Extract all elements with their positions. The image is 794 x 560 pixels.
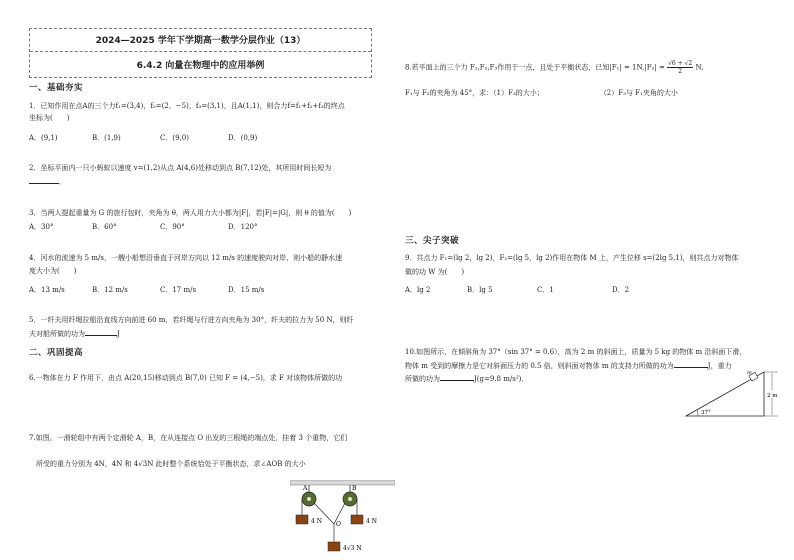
- label-b: B: [352, 485, 357, 492]
- q1-text-line2: 坐标为( ): [29, 114, 70, 122]
- worksheet-title: 2024—2025 学年下学期高一数学分层作业（13）: [95, 36, 306, 46]
- q5-text-line1: 5．一纤夫用纤绳拉船沿直线方向前进 60 m，若纤绳与行进方向夹角为 30°，纤夫的拉力为 50 N，则纤: [29, 316, 354, 324]
- q4-option-c: C．17 m/s: [160, 286, 197, 294]
- q7-text-line1: 7.如图，一滑轮组中有两个定滑轮 A，B，在从连接点 O 出发的三根绳的端点处，挂着 3 个重物，它们: [29, 434, 348, 442]
- q9-option-c: C．1: [537, 286, 554, 294]
- pulley-figure: [290, 480, 395, 552]
- worksheet-header: [29, 28, 372, 78]
- q3-text-line1: 3．当两人提起重量为 G 的旅行包时，夹角为 θ，两人用力大小都为|F|，若|F|=|G|，则 θ 的值为( ): [29, 209, 352, 217]
- q9-option-d: D．2: [612, 286, 630, 294]
- q4-text-line1: 4．河水的流速为 5 m/s，一艘小船想沿垂直于河岸方向以 12 m/s 的速度驶向对岸，则小船的静水速: [29, 254, 343, 262]
- q8-text-line1: 8.若平面上的三个力 F₁,F₂,F₃作用于一点，且处于平衡状态，已知|F₁| = 1N,|F₂| = $\frac{√6 + √2}{2}$ N,: [405, 60, 704, 75]
- q6-text-line1: 6.一物体在力 F 作用下，由点 A(20,15)移动到点 B(7,0) 已知 F = (4,−5)，求 F 对该物体所做的功: [29, 374, 343, 382]
- weight-left-label: 4 N: [311, 518, 322, 525]
- q10-text-line3: 所做的功为 J(g=9.8 m/s²)．: [405, 375, 529, 383]
- height-label: 2 m: [767, 393, 778, 399]
- weight-right: [351, 515, 363, 524]
- section-basic: 一、基础夯实: [29, 83, 84, 93]
- section-advanced: 三、尖子突破: [405, 236, 460, 246]
- q9-option-a: A．lg 2: [405, 286, 431, 294]
- q5-answer-blank[interactable]: [85, 335, 117, 336]
- q9-text-line1: 9．共点力 F₁=(lg 2，lg 2)，F₂=(lg 5，lg 2)作用在物体 M 上，产生位移 s=(2lg 5,1)，则共点力对物体: [405, 254, 739, 262]
- q9-text-line2: 做的功 W 为( ): [405, 268, 465, 276]
- lesson-title: 6.4.2 向量在物理中的应用举例: [136, 61, 265, 71]
- q3-option-a: A．30°: [29, 223, 54, 231]
- q7-text-line2: 所受的重力分别为 4N，4N 和 4√3N 此时整个系统恰处于平衡状态，求∠AOB 的大小: [36, 460, 306, 468]
- label-a: A: [303, 485, 308, 492]
- q2-answer-line: ．: [29, 177, 66, 187]
- weight-bottom: [328, 542, 340, 551]
- weight-bottom-label: 4√3 N: [343, 545, 362, 552]
- q10-gravity-work-blank[interactable]: [440, 380, 474, 381]
- q8-text-line2: F₁与 F₂的夹角为 45°，求：（1）F₃的大小； （2）F₃与 F₁夹角的大小: [405, 89, 678, 97]
- label-o: O: [336, 521, 341, 528]
- q8-fraction: $\frac{√6 + √2}{2}$: [668, 60, 693, 75]
- angle-label: 37°: [701, 410, 711, 416]
- header-divider: [30, 51, 371, 52]
- q3-option-d: D．120°: [228, 223, 258, 231]
- q4-option-d: D．15 m/s: [228, 286, 265, 294]
- q2-answer-blank[interactable]: [29, 183, 59, 184]
- q2-text-line1: 2．坐标平面内一只小蚂蚁以速度 v=(1,2)从点 A(4,6)处移动到点 B(7,12)处，其所用时间长短为: [29, 164, 332, 172]
- q1-option-a: A．(9,1): [29, 134, 58, 142]
- q9-option-b: B．lg 5: [467, 286, 493, 294]
- weight-left: [296, 515, 308, 524]
- q1-option-d: D．(0,9): [228, 134, 258, 142]
- q1-option-c: C．(9,0): [160, 134, 189, 142]
- mass-label: m: [747, 370, 752, 376]
- weight-right-label: 4 N: [366, 518, 377, 525]
- q4-text-line2: 度大小为( ): [29, 267, 77, 275]
- q3-option-b: B．60°: [92, 223, 117, 231]
- section-consolidate: 二、巩固提高: [29, 348, 84, 358]
- incline-figure: [680, 368, 780, 420]
- q3-option-c: C．90°: [160, 223, 185, 231]
- q5-answer-line: 夫对船所做的功为 J: [29, 330, 120, 338]
- q1-option-b: B．(1,9): [92, 134, 121, 142]
- q10-text-line1: 10.如图所示，在倾斜角为 37°（sin 37° = 0.6），高为 2 m 的斜面上，质量为 5 kg 的物体 m 沿斜面下滑，: [405, 348, 747, 356]
- q1-text-line1: 1．已知作用在点A的三个力f₁=(3,4)，f₂=(2，−5)，f₃=(3,1)，且A(1,1)，则合力f=f₁+f₂+f₃的终点: [29, 102, 345, 110]
- q4-option-a: A．13 m/s: [29, 286, 65, 294]
- q10-text-line2: 物体 m 受到的摩擦力是它对斜面压力的 0.5 倍，则斜面对物体 m 的支持力所做的功为 J，重力: [405, 362, 732, 370]
- q4-option-b: B．12 m/s: [92, 286, 128, 294]
